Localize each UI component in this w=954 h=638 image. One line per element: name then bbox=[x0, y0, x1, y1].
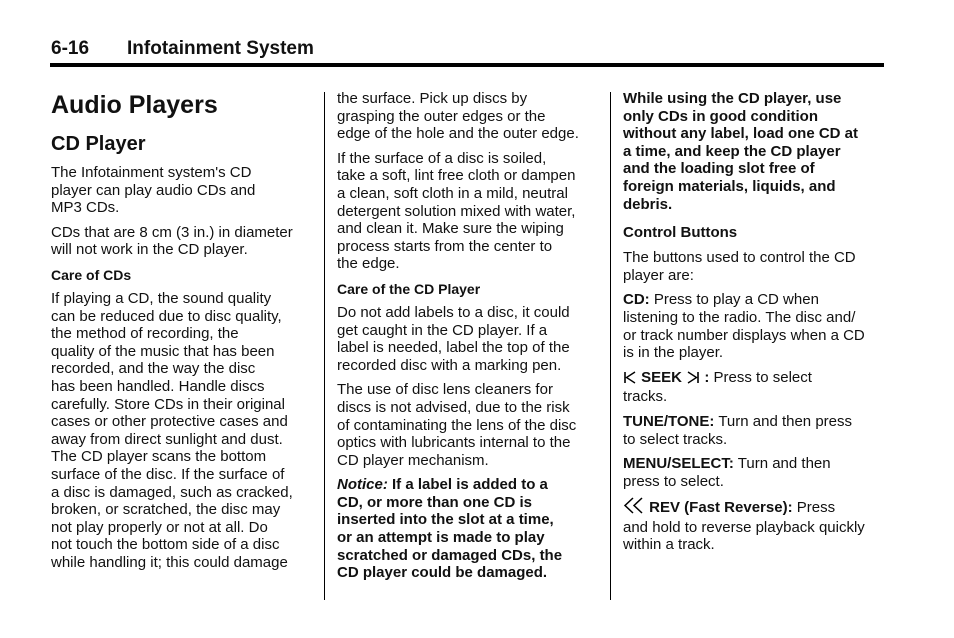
cd-button-desc bbox=[623, 291, 885, 361]
paragraph: The buttons used to control the CD player are: bbox=[623, 249, 856, 284]
subheading: Care of the CD Player bbox=[337, 280, 481, 297]
paragraph: Do not add labels to a disc, it could get caught in the CD player. If a label is needed, label the top of the recorded disc with a marking pen. bbox=[337, 303, 570, 374]
seek-colon: : bbox=[704, 368, 710, 386]
tune-label: TUNE/TONE: bbox=[623, 412, 715, 430]
paragraph: CDs that are 8 cm (3 in.) in diameter will not work in the CD player. bbox=[51, 223, 293, 259]
seek-text: Press to select tracks. bbox=[623, 368, 812, 406]
rev-text: Press and hold to reverse playback quickly within a track. bbox=[623, 499, 865, 554]
notice-paragraph bbox=[337, 476, 599, 582]
subheading: Control Buttons bbox=[623, 224, 738, 242]
page-number: 6-16 bbox=[51, 38, 90, 59]
column-divider bbox=[324, 92, 325, 600]
paragraph: the surface. Pick up discs by grasping the outer edges or the edge of the hole and the outer edge. bbox=[337, 90, 579, 143]
paragraph: The Infotainment system's CD player can play audio CDs and MP3 CDs. bbox=[51, 164, 256, 217]
cd-label: CD: bbox=[623, 291, 650, 309]
rewind-icon bbox=[623, 497, 645, 519]
page-title: Audio Players bbox=[51, 91, 218, 119]
paragraph: If the surface of a disc is soiled, take a soft, lint free cloth or dampen a clean, soft cloth in a mild, neutral detergent solution mixed with water, and clean it. Make sure the wiping process starts from the center to the edge. bbox=[337, 149, 576, 273]
paragraph: The use of disc lens cleaners for discs is not advised, due to the risk of contaminating the lens of the disc optics with lubricants internal to the CD player mechanism. bbox=[337, 381, 577, 469]
rev-label: REV (Fast Reverse): bbox=[649, 499, 793, 517]
column-middle bbox=[337, 90, 599, 589]
menu-label: MENU/SELECT: bbox=[623, 455, 734, 473]
tune-button-desc bbox=[623, 413, 885, 448]
column-divider bbox=[610, 92, 611, 600]
section-heading: CD Player bbox=[51, 133, 146, 155]
page-header bbox=[51, 38, 314, 60]
seek-button-desc bbox=[623, 369, 885, 406]
header-rule bbox=[50, 63, 884, 67]
seek-label: SEEK bbox=[641, 368, 683, 386]
cd-text: Press to play a CD when listening to the radio. The disc and/ or track number displays when a CD is in the player. bbox=[623, 291, 865, 362]
seek-forward-icon bbox=[686, 371, 700, 389]
seek-back-icon bbox=[623, 371, 637, 389]
menu-text: Turn and then press to select. bbox=[623, 455, 831, 490]
column-left bbox=[51, 90, 313, 578]
rev-button-desc bbox=[623, 497, 885, 554]
tune-text: Turn and then press to select tracks. bbox=[623, 412, 853, 448]
notice-label: Notice: bbox=[337, 476, 388, 494]
paragraph: If playing a CD, the sound quality can be reduced due to disc quality, the method of recording, the quality of the music that has been recorded, and the way the disc has been handled. Handle discs carefully. Store CDs in their original cases or other protective cases and away from direct sunlight and dust. The CD player scans the bottom surface of the disc. If the surface of a disc is damaged, such as cracked, broken, or scratched, the disc may not play properly or not at all. Do not touch the bottom side of a disc while handling it; this could damage bbox=[51, 289, 293, 571]
subheading: Care of CDs bbox=[51, 266, 132, 283]
menu-button-desc bbox=[623, 455, 885, 490]
paragraph: While using the CD player, use only CDs in good condition without any label, load one CD at a time, and keep the CD player and the loading slot free of foreign materials, liquids, and debris. bbox=[623, 90, 859, 213]
notice-text: If a label is added to a CD, or more than one CD is inserted into the slot at a time, or an attempt is made to play scratched or damaged CDs, the CD player could be damaged. bbox=[337, 476, 563, 582]
section-title: Infotainment System bbox=[127, 38, 314, 59]
column-right bbox=[623, 90, 885, 561]
